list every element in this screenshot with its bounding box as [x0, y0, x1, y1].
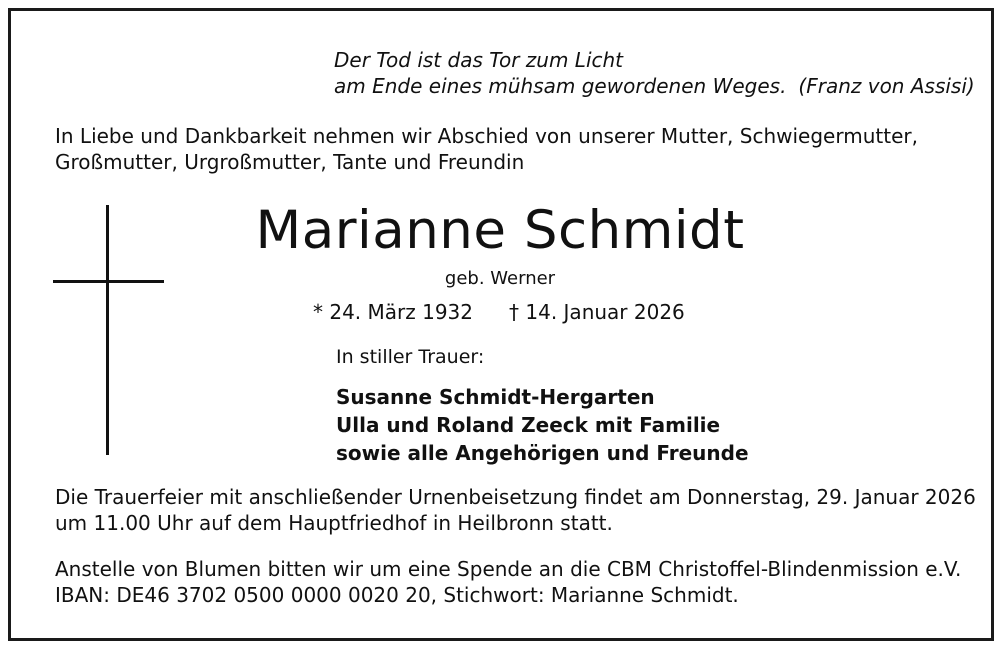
mourner-2: Ulla und Roland Zeeck mit Familie: [336, 413, 721, 437]
mourners-list: [336, 383, 749, 467]
ceremony-line-1: Die Trauerfeier mit anschließender Urnenbeisetzung findet am Donnerstag, 29. Januar 2026: [55, 485, 976, 509]
ceremony-line-2: um 11.00 Uhr auf dem Hauptfriedhof in Heilbronn statt.: [55, 511, 613, 535]
birth-date: * 24. März 1932: [313, 300, 474, 324]
memorial-quote: [334, 47, 975, 99]
quote-line-2: [334, 73, 975, 99]
donation-info: [55, 556, 961, 608]
intro-text: [55, 123, 918, 175]
life-dates: [313, 299, 685, 325]
deceased-name: Marianne Schmidt: [255, 200, 745, 261]
quote-line-1: Der Tod ist das Tor zum Licht: [334, 48, 624, 72]
quote-line-2-text: am Ende eines mühsam gewordenen Weges.: [334, 74, 787, 98]
mourning-heading: In stiller Trauer:: [336, 346, 485, 368]
intro-line-2: Großmutter, Urgroßmutter, Tante und Freundin: [55, 150, 525, 174]
maiden-name: geb. Werner: [444, 268, 556, 289]
quote-author: (Franz von Assisi): [798, 74, 975, 98]
mourner-1: Susanne Schmidt-Hergarten: [336, 385, 655, 409]
intro-line-1: In Liebe und Dankbarkeit nehmen wir Abschied von unserer Mutter, Schwiegermutter,: [55, 124, 918, 148]
death-date: † 14. Januar 2026: [509, 300, 685, 324]
donation-line-1: Anstelle von Blumen bitten wir um eine Spende an die CBM Christoffel-Blindenmission e.V.: [55, 557, 962, 581]
donation-line-2: IBAN: DE46 3702 0500 0000 0020 20, Stichwort: Marianne Schmidt.: [55, 583, 739, 607]
ceremony-info: [55, 484, 976, 536]
mourner-3: sowie alle Angehörigen und Freunde: [336, 441, 749, 465]
